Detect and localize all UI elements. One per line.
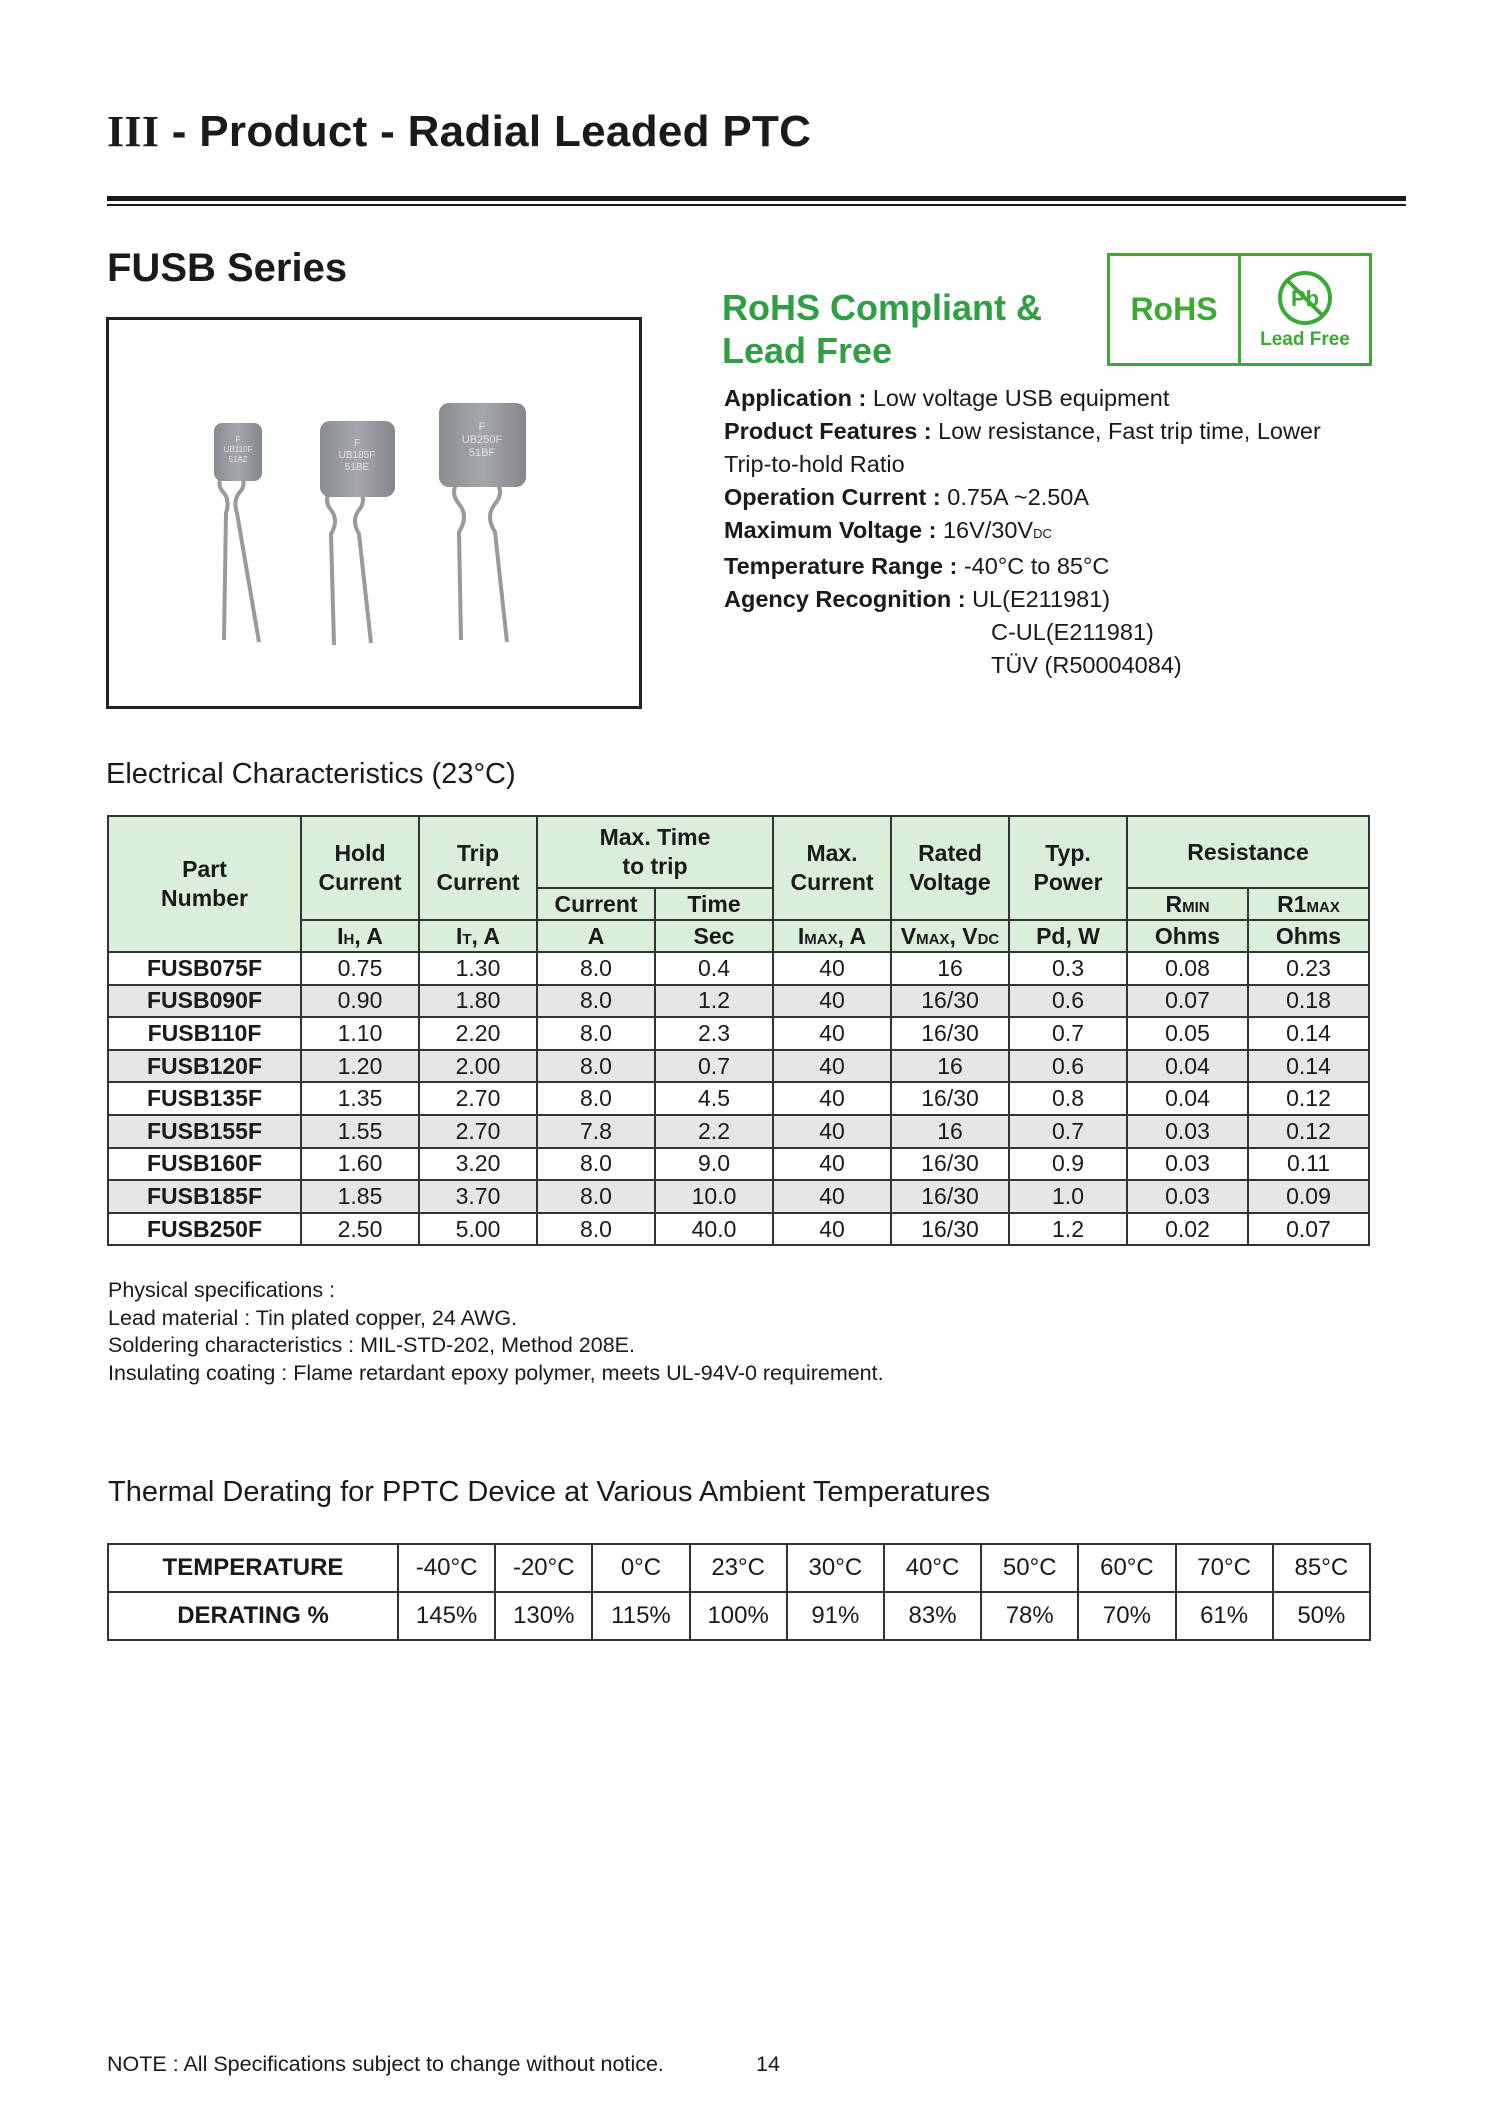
temp-cell: 0°C (592, 1544, 689, 1592)
table-cell: 16/30 (891, 1213, 1009, 1246)
col-typ-power: Typ. Power (1009, 816, 1127, 920)
table-cell: 8.0 (537, 1148, 655, 1181)
physical-coating: Insulating coating : Flame retardant epoxy polymer, meets UL-94V-0 requirement. (108, 1360, 884, 1385)
unit-vmax-v: V (900, 922, 917, 949)
col-rmin (1127, 888, 1248, 920)
table-cell: 3.70 (419, 1180, 537, 1213)
device-large-line2: UB250F (461, 434, 503, 446)
table-row (108, 1115, 1369, 1148)
unit-ih-sub: H (343, 930, 355, 948)
unit-ih (301, 920, 419, 952)
spec-features-label: Product Features : (724, 418, 932, 444)
table-row (108, 1213, 1369, 1246)
device-small-line1: F (235, 435, 241, 444)
table-cell: 1.20 (301, 1050, 419, 1083)
product-photo (106, 317, 642, 709)
table-cell: 0.05 (1127, 1017, 1248, 1050)
table-cell: 1.35 (301, 1082, 419, 1115)
temp-cell: 70°C (1176, 1544, 1273, 1592)
device-large-line3: 51BF (468, 447, 496, 459)
unit-it-sub: T (462, 930, 472, 948)
part-number-cell: FUSB090F (108, 985, 301, 1018)
table-cell: 1.55 (301, 1115, 419, 1148)
table-cell: 0.7 (1009, 1115, 1127, 1148)
thermal-derating-title: Thermal Derating for PPTC Device at Various Ambient Temperatures (108, 1476, 991, 1508)
ptc-device-small (214, 423, 262, 642)
spec-application-label: Application : (724, 385, 867, 411)
derating-cell: 70% (1078, 1592, 1175, 1640)
col-part-number: Part Number (108, 816, 301, 952)
col-trip-current: Trip Current (419, 816, 537, 920)
unit-a: A (537, 920, 655, 952)
table-cell: 2.70 (419, 1115, 537, 1148)
section-roman-numeral: III (107, 107, 160, 156)
table-cell: 10.0 (655, 1180, 773, 1213)
spec-agency (724, 583, 1404, 616)
spec-temp-value: -40°C to 85°C (957, 553, 1110, 579)
table-cell: 2.3 (655, 1017, 773, 1050)
table-row (108, 985, 1369, 1018)
table-cell: 1.30 (419, 952, 537, 985)
table-cell: 0.09 (1248, 1180, 1369, 1213)
spec-temp-label: Temperature Range : (724, 553, 958, 579)
part-number-cell: FUSB185F (108, 1180, 301, 1213)
table-cell: 5.00 (419, 1213, 537, 1246)
table-cell: 16/30 (891, 1082, 1009, 1115)
unit-sec: Sec (655, 920, 773, 952)
temp-cell: 50°C (981, 1544, 1078, 1592)
table-cell: 0.8 (1009, 1082, 1127, 1115)
col-max-time-to-trip: Max. Time to trip (537, 816, 773, 888)
table-cell: 0.07 (1248, 1213, 1369, 1246)
series-title: FUSB Series (107, 246, 348, 290)
page-title (107, 106, 811, 157)
table-cell: 0.4 (655, 952, 773, 985)
unit-vmax-mid: , V (949, 922, 978, 949)
header-rule-thin (107, 204, 1406, 206)
derating-cell: 130% (495, 1592, 592, 1640)
derating-cell: 78% (981, 1592, 1078, 1640)
device-medium-line3: 51BE (344, 462, 370, 473)
unit-it-rest: , A (471, 922, 501, 949)
page-title-text: - Product - Radial Leaded PTC (159, 107, 812, 156)
product-specs (724, 382, 1404, 682)
table-cell: 1.0 (1009, 1180, 1127, 1213)
unit-vmax-sub: MAX (916, 930, 950, 948)
table-row (108, 1180, 1369, 1213)
electrical-characteristics-table (107, 815, 1370, 1246)
table-cell: 0.90 (301, 985, 419, 1018)
table-cell: 3.20 (419, 1148, 537, 1181)
table-cell: 40 (773, 985, 891, 1018)
table-cell: 40 (773, 1180, 891, 1213)
col-rated-voltage: Rated Voltage (891, 816, 1009, 920)
unit-it (419, 920, 537, 952)
r1max-sub: MAX (1306, 898, 1340, 916)
unit-ohms-max: Ohms (1248, 920, 1369, 952)
table-cell: 0.7 (1009, 1017, 1127, 1050)
table-cell: 1.60 (301, 1148, 419, 1181)
temp-cell: -40°C (398, 1544, 495, 1592)
ptc-devices-illustration (109, 320, 639, 706)
temperature-label: TEMPERATURE (108, 1544, 398, 1592)
table-cell: 8.0 (537, 1050, 655, 1083)
temp-cell: 30°C (787, 1544, 884, 1592)
rmin-sub: MIN (1182, 898, 1210, 916)
temp-cell: -20°C (495, 1544, 592, 1592)
spec-features (724, 415, 1404, 448)
table-cell: 2.50 (301, 1213, 419, 1246)
table-cell: 0.14 (1248, 1050, 1369, 1083)
unit-vmax (891, 920, 1009, 952)
col-r1max (1248, 888, 1369, 920)
page-number: 14 (756, 2052, 780, 2076)
rohs-heading-line2: Lead Free (722, 330, 893, 371)
ptc-device-medium (320, 421, 395, 645)
spec-agency-value-2: C-UL(E211981) (991, 619, 1154, 645)
table-cell: 1.80 (419, 985, 537, 1018)
lead-free-label: Lead Free (1260, 328, 1350, 350)
physical-soldering: Soldering characteristics : MIL-STD-202, Method 208E. (108, 1333, 635, 1357)
part-number-cell: FUSB160F (108, 1148, 301, 1181)
table-cell: 2.20 (419, 1017, 537, 1050)
unit-pd: Pd, W (1009, 920, 1127, 952)
unit-it-i: I (455, 922, 463, 949)
table-cell: 8.0 (537, 985, 655, 1018)
table-cell: 0.12 (1248, 1115, 1369, 1148)
rmin-r: R (1165, 890, 1183, 917)
table-cell: 0.08 (1127, 952, 1248, 985)
spec-application (724, 382, 1404, 415)
spec-max-voltage (724, 514, 1404, 550)
spec-features-value: Low resistance, Fast trip time, Lower (931, 418, 1321, 444)
derating-row (108, 1592, 1370, 1640)
table-cell: 0.04 (1127, 1050, 1248, 1083)
table-cell: 40 (773, 1213, 891, 1246)
table-cell: 0.07 (1127, 985, 1248, 1018)
spec-max-voltage-sub: DC (1033, 526, 1052, 541)
temp-cell: 85°C (1273, 1544, 1370, 1592)
table-row (108, 952, 1369, 985)
table-row (108, 1082, 1369, 1115)
rohs-badge-label: RoHS (1110, 256, 1241, 363)
table-cell: 40 (773, 1017, 891, 1050)
table-cell: 0.11 (1248, 1148, 1369, 1181)
part-number-cell: FUSB250F (108, 1213, 301, 1246)
table-cell: 0.14 (1248, 1017, 1369, 1050)
col-trip-time-sub: Time (655, 888, 773, 920)
table-cell: 8.0 (537, 1180, 655, 1213)
table-cell: 1.85 (301, 1180, 419, 1213)
temp-cell: 23°C (690, 1544, 787, 1592)
table-cell: 40 (773, 1148, 891, 1181)
table-cell: 0.12 (1248, 1082, 1369, 1115)
lead-free-cell (1241, 256, 1369, 363)
rohs-heading-line1: RoHS Compliant & (722, 287, 1042, 328)
spec-operation-value: 0.75A ~2.50A (940, 484, 1090, 510)
unit-ih-i: I (337, 922, 344, 949)
spec-operation-label: Operation Current : (724, 484, 941, 510)
table-cell: 16/30 (891, 985, 1009, 1018)
pb-symbol: Pb (1290, 285, 1320, 311)
table-cell: 0.03 (1127, 1148, 1248, 1181)
spec-max-voltage-value: 16V/30V (936, 517, 1034, 543)
spec-operation-current (724, 481, 1404, 514)
derating-label: DERATING % (108, 1592, 398, 1640)
electrical-table-body (108, 952, 1369, 1245)
derating-cell: 83% (884, 1592, 981, 1640)
table-cell: 9.0 (655, 1148, 773, 1181)
table-cell: 8.0 (537, 952, 655, 985)
spec-max-voltage-label: Maximum Voltage : (724, 517, 937, 543)
footer-note: NOTE : All Specifications subject to change without notice. (107, 2052, 664, 2076)
part-number-cell: FUSB155F (108, 1115, 301, 1148)
table-cell: 8.0 (537, 1017, 655, 1050)
table-row (108, 1050, 1369, 1083)
device-small-line3: 51AZ (228, 455, 248, 464)
table-cell: 1.2 (655, 985, 773, 1018)
unit-imax-rest: , A (837, 922, 867, 949)
ptc-device-large (439, 403, 526, 642)
rohs-heading (722, 286, 1042, 372)
table-cell: 0.04 (1127, 1082, 1248, 1115)
table-cell: 0.75 (301, 952, 419, 985)
table-cell: 0.03 (1127, 1115, 1248, 1148)
derating-cell: 115% (592, 1592, 689, 1640)
table-cell: 1.10 (301, 1017, 419, 1050)
derating-cell: 145% (398, 1592, 495, 1640)
device-large-line1: F (478, 421, 486, 433)
unit-ohms-min: Ohms (1127, 920, 1248, 952)
spec-agency-value-1: UL(E211981) (965, 586, 1111, 612)
table-cell: 16 (891, 1050, 1009, 1083)
table-cell: 16/30 (891, 1148, 1009, 1181)
unit-imax (773, 920, 891, 952)
col-hold-current: Hold Current (301, 816, 419, 920)
col-resistance: Resistance (1127, 816, 1369, 888)
table-cell: 40 (773, 1115, 891, 1148)
unit-vmax-sub2: DC (977, 930, 1000, 948)
table-cell: 40 (773, 1050, 891, 1083)
table-cell: 0.03 (1127, 1180, 1248, 1213)
temp-cell: 40°C (884, 1544, 981, 1592)
table-cell: 2.00 (419, 1050, 537, 1083)
temperature-row (108, 1544, 1370, 1592)
part-number-cell: FUSB075F (108, 952, 301, 985)
device-medium-line2: UB185F (338, 450, 376, 461)
table-cell: 4.5 (655, 1082, 773, 1115)
table-cell: 0.6 (1009, 985, 1127, 1018)
table-cell: 7.8 (537, 1115, 655, 1148)
derating-cell: 91% (787, 1592, 884, 1640)
table-row (108, 1017, 1369, 1050)
table-cell: 16/30 (891, 1017, 1009, 1050)
table-cell: 8.0 (537, 1082, 655, 1115)
col-trip-current-sub: Current (537, 888, 655, 920)
table-cell: 16/30 (891, 1180, 1009, 1213)
table-cell: 0.3 (1009, 952, 1127, 985)
header-rule (107, 196, 1406, 201)
table-cell: 16 (891, 952, 1009, 985)
table-cell: 0.9 (1009, 1148, 1127, 1181)
table-cell: 40.0 (655, 1213, 773, 1246)
table-cell: 8.0 (537, 1213, 655, 1246)
temp-cell: 60°C (1078, 1544, 1175, 1592)
thermal-derating-table (107, 1543, 1371, 1641)
spec-agency-label: Agency Recognition : (724, 586, 966, 612)
device-small-line2: UB110F (223, 445, 253, 454)
unit-imax-sub: MAX (804, 930, 838, 948)
table-cell: 40 (773, 952, 891, 985)
part-number-cell: FUSB110F (108, 1017, 301, 1050)
physical-specifications (108, 1277, 884, 1387)
table-cell: 0.18 (1248, 985, 1369, 1018)
table-row (108, 1148, 1369, 1181)
table-cell: 0.6 (1009, 1050, 1127, 1083)
spec-temperature-range (724, 550, 1404, 583)
table-cell: 2.2 (655, 1115, 773, 1148)
spec-application-value: Low voltage USB equipment (866, 385, 1170, 411)
col-max-current: Max. Current (773, 816, 891, 920)
derating-cell: 61% (1176, 1592, 1273, 1640)
derating-cell: 100% (690, 1592, 787, 1640)
table-cell: 2.70 (419, 1082, 537, 1115)
part-number-cell: FUSB135F (108, 1082, 301, 1115)
device-medium-line1: F (353, 438, 361, 449)
physical-lead-material: Lead material : Tin plated copper, 24 AWG. (108, 1305, 518, 1330)
unit-ih-rest: , A (354, 922, 383, 949)
electrical-characteristics-title: Electrical Characteristics (23°C) (106, 758, 516, 790)
table-cell: 0.7 (655, 1050, 773, 1083)
unit-imax-i: I (797, 922, 805, 949)
derating-cell: 50% (1273, 1592, 1370, 1640)
r1max-r: R1 (1277, 890, 1307, 917)
table-cell: 16 (891, 1115, 1009, 1148)
rohs-lead-free-badge (1107, 253, 1372, 366)
table-cell: 0.23 (1248, 952, 1369, 985)
part-number-cell: FUSB120F (108, 1050, 301, 1083)
table-cell: 40 (773, 1082, 891, 1115)
physical-heading: Physical specifications : (108, 1278, 336, 1302)
table-cell: 1.2 (1009, 1213, 1127, 1246)
no-lead-icon (1276, 269, 1334, 327)
spec-agency-value-3: TÜV (R50004084) (991, 652, 1182, 678)
table-cell: 0.02 (1127, 1213, 1248, 1246)
spec-features-continued: Trip-to-hold Ratio (724, 451, 905, 477)
